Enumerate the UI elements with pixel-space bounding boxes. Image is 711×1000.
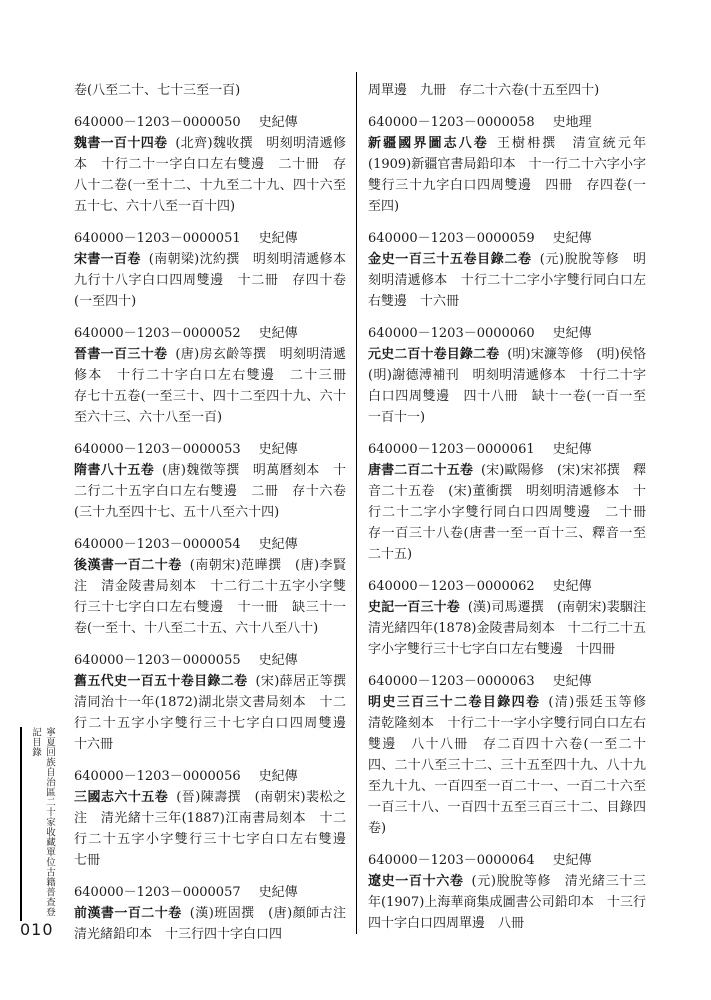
entry-category: 史紀傳 (552, 674, 592, 689)
entry-description: (漢)班固撰 (唐)顏師古注 清光緒鉛印本 十三行四十字白口四 (74, 906, 360, 942)
entry-title: 隋書八十五卷 (74, 463, 155, 478)
entry-description: (唐)魏徵等撰 明萬曆刻本 十二行二十五字白口左右雙邊 二冊 存十六卷(三十九至四十七、五十八至六十四) (74, 463, 346, 520)
catalog-entry (74, 766, 360, 871)
entry-category: 史紀傳 (552, 442, 592, 457)
entry-id: 640000－1203－0000057 (74, 885, 241, 900)
entry-title: 唐書二百二十五卷 (368, 463, 473, 478)
entry-description: (漢)司馬遷撰 (南朝宋)裴駰注 清光緒四年(1878)金陵書局刻本 十二行二十五字小字雙行三十七字白口左右雙邊 十四冊 (368, 600, 659, 657)
entry-title: 史記一百三十卷 (368, 600, 460, 615)
continuation-text: 卷(八至二十、七十三至一百) (74, 83, 241, 98)
entry-body (368, 871, 646, 934)
entry-id: 640000－1203－0000058 (368, 115, 535, 130)
entry-id-line (368, 323, 646, 344)
entry-description: 王樹枏撰 清宣統元年(1909)新疆官書局鉛印本 十一行二十六字小字雙行三十九字白口四周雙邊 四冊 存四卷(一至四) (368, 136, 646, 214)
catalog-entry (368, 323, 660, 428)
entry-id-line (74, 439, 346, 460)
entry-id-line (368, 439, 646, 460)
entry-title: 宋書一百卷 (74, 252, 141, 267)
entry-id: 640000－1203－0000052 (74, 326, 241, 341)
entry-body (74, 671, 360, 755)
entry-id-line (74, 323, 346, 344)
entry-body (74, 460, 346, 523)
entry-body (368, 460, 660, 565)
running-title-sidebar (20, 727, 58, 921)
entry-title: 遼史一百十六卷 (368, 874, 464, 889)
entry-title: 舊五代史一百五十卷目錄二卷 (74, 674, 248, 689)
running-title: 寧夏回族自治區二十家收藏單位古籍普查登記目錄 (30, 727, 55, 917)
entry-description: (宋)薛居正等撰 清同治十一年(1872)湖北崇文書局刻本 十二行二十五字小字雙行三十七字白口四周雙邊 十六冊 (74, 674, 360, 752)
entry-category: 史紀傳 (552, 579, 592, 594)
catalog-entry (74, 323, 360, 428)
entry-body (368, 133, 646, 217)
catalog-entry (368, 850, 646, 934)
sidebar-rule (20, 727, 22, 921)
entry-id-line (368, 112, 646, 133)
entry-id-line (74, 228, 346, 249)
entry-id-line (368, 850, 646, 871)
entry-id: 640000－1203－0000050 (74, 115, 241, 130)
page-number: 010 (20, 920, 54, 939)
entry-category: 史地理 (552, 115, 592, 130)
entry-id: 640000－1203－0000063 (368, 674, 535, 689)
entry-title: 新疆國界圖志八卷 (368, 136, 489, 151)
entry-body (74, 249, 359, 312)
entry-title: 魏書一百十四卷 (74, 136, 168, 151)
entry-id-line (74, 112, 346, 133)
catalog-entries-left (74, 112, 360, 945)
entry-body (74, 555, 346, 639)
catalog-entry (74, 534, 346, 639)
entry-category: 史紀傳 (552, 326, 592, 341)
catalog-entry (368, 576, 659, 660)
entry-description: (北齊)魏收撰 明刻明清遞修本 十行二十一字白口左右雙邊 二十冊 存八十二卷(一至十二、十九至二十九、四十六至五十七、六十八至一百十四) (74, 136, 346, 214)
entry-id-line (74, 650, 346, 671)
entry-category: 史紀傳 (258, 537, 298, 552)
entry-id: 640000－1203－0000053 (74, 442, 241, 457)
entry-description: (南朝宋)范曄撰 (唐)李賢注 清金陵書局刻本 十二行二十五字小字雙行三十七字白口左右雙邊 十一冊 缺三十一卷(一至十、十八至二十五、六十八至八十) (74, 558, 346, 636)
entry-category: 史紀傳 (258, 442, 298, 457)
entry-title: 元史二百十卷目錄二卷 (368, 347, 500, 362)
entry-id: 640000－1203－0000051 (74, 231, 241, 246)
column-divider (356, 72, 357, 934)
entry-id-line (74, 534, 346, 555)
entry-id: 640000－1203－0000064 (368, 853, 535, 868)
entry-description: (南朝梁)沈約撰 明刻明清遞修本 九行十八字白口四周雙邊 十二冊 存四十卷(一至四十) (74, 252, 359, 309)
entry-title: 三國志六十五卷 (74, 790, 169, 805)
entry-body (74, 344, 360, 428)
entry-id: 640000－1203－0000054 (74, 537, 241, 552)
entry-id: 640000－1203－0000059 (368, 231, 535, 246)
entry-title: 後漢書一百二十卷 (74, 558, 182, 573)
entry-id-line (74, 882, 346, 903)
entry-category: 史紀傳 (258, 885, 298, 900)
catalog-entry (74, 228, 359, 312)
entry-title: 明史三百三十二卷目錄四卷 (368, 695, 541, 710)
entry-title: 金史一百三十五卷目錄二卷 (368, 252, 532, 267)
entry-category: 史紀傳 (258, 653, 298, 668)
entry-id-line (74, 766, 346, 787)
catalog-entries-right (368, 112, 660, 934)
entry-description: (宋)歐陽修 (宋)宋祁撰 釋音二十五卷 (宋)董衝撰 明刻明清遞修本 十行二十二字小字雙行同白口四周雙邊 二十冊 存一百三十八卷(唐書一至一百十三、釋音一至二十五) (368, 463, 660, 562)
entry-title: 晉書一百三十卷 (74, 347, 168, 362)
entry-description: (元)脫脫等修 明刻明清遞修本 十行二十二字小字雙行同白口左右雙邊 十六冊 (368, 252, 646, 309)
catalog-entry (74, 112, 346, 217)
entry-id: 640000－1203－0000056 (74, 769, 241, 784)
entry-id-line (368, 671, 646, 692)
entry-body (74, 787, 360, 871)
catalog-entry (368, 439, 660, 565)
entry-description: (唐)房玄齡等撰 明刻明清遞修本 十行二十字白口左右雙邊 二十三冊 存七十五卷(一至三十、四十二至四十九、六十至六十三、六十八至一百) (74, 347, 360, 425)
entry-body (74, 133, 346, 217)
entry-body (368, 692, 660, 839)
entry-id-line (368, 576, 646, 597)
entry-description: (清)張廷玉等修 清乾隆刻本 十行二十一字小字雙行同白口左右雙邊 八十八冊 存二百四十六卷(一至二十四、二十八至三十二、三十五至四十九、八十九至九十九、一百四至一百二十一、一百二十六至一百三十八、一百四十五至三百三十二、目錄四卷) (368, 695, 660, 836)
entry-id-line (368, 228, 646, 249)
entry-category: 史紀傳 (552, 231, 592, 246)
entry-id: 640000－1203－0000055 (74, 653, 241, 668)
catalog-entry (368, 671, 660, 839)
catalog-entry (368, 228, 646, 312)
entry-id: 640000－1203－0000060 (368, 326, 535, 341)
entry-body (368, 344, 660, 428)
entry-id: 640000－1203－0000062 (368, 579, 535, 594)
entry-category: 史紀傳 (552, 853, 592, 868)
entry-category: 史紀傳 (258, 115, 298, 130)
entry-body (74, 903, 360, 945)
entry-id: 640000－1203－0000061 (368, 442, 535, 457)
entry-description: (元)脫脫等修 清光緒三十三年(1907)上海華商集成圖書公司鉛印本 十三行四十字白口四周單邊 八冊 (368, 874, 646, 931)
entry-body (368, 597, 659, 660)
entry-category: 史紀傳 (258, 326, 298, 341)
entry-category: 史紀傳 (258, 769, 298, 784)
entry-title: 前漢書一百二十卷 (74, 906, 182, 921)
left-column (74, 80, 360, 956)
catalog-entry (368, 112, 646, 217)
catalog-entry (74, 882, 360, 945)
catalog-entry (74, 439, 346, 523)
entry-body (368, 249, 646, 312)
entry-description: (明)宋濂等修 (明)侯恪 (明)謝德溥補刊 明刻明清遞修本 十行二十字白口四周雙邊 四十八冊 缺十一卷(一百一至一百十一) (368, 347, 660, 425)
continuation-text: 周單邊 九冊 存二十六卷(十五至四十) (368, 83, 600, 98)
entry-category: 史紀傳 (258, 231, 298, 246)
right-column (368, 80, 660, 945)
catalog-entry (74, 650, 360, 755)
entry-description: (晉)陳壽撰 (南朝宋)裴松之注 清光緒十三年(1887)江南書局刻本 十二行二十五字小字雙行三十七字白口左右雙邊 七冊 (74, 790, 360, 868)
